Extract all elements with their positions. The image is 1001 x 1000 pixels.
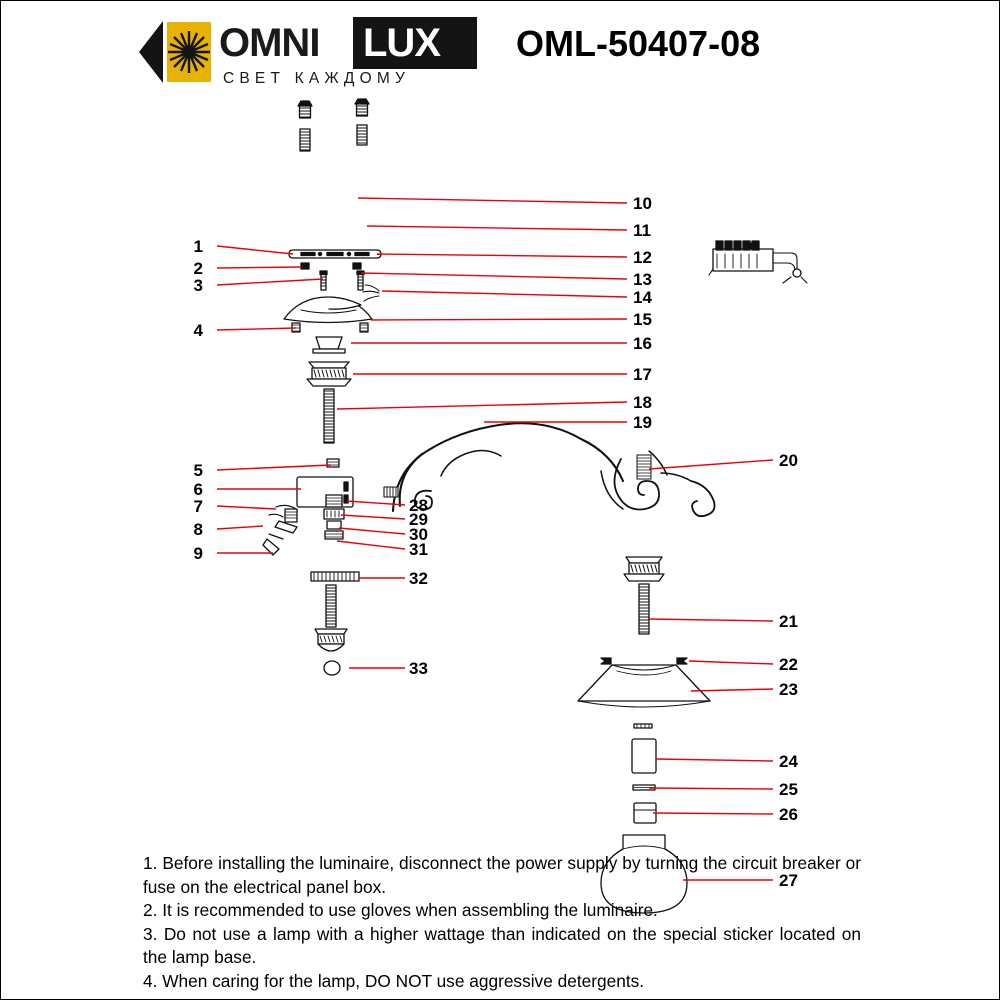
part-lower-finial (315, 629, 347, 651)
callout-number-7: 7 (193, 497, 203, 516)
callout-number-15: 15 (633, 310, 652, 329)
callout-leader-line (217, 526, 263, 529)
callout-number-3: 3 (193, 276, 203, 295)
callout-number-31: 31 (409, 540, 428, 559)
part-canopy (284, 297, 372, 323)
header (131, 11, 971, 91)
part-anchor-bolt-right (355, 99, 369, 145)
callout-leader-line (217, 279, 323, 285)
installation-notes (143, 852, 861, 993)
callout-leader-line (341, 515, 405, 519)
callout-leader-line (649, 788, 773, 789)
callout-leader-line (337, 541, 405, 549)
part-lamp-shade (578, 665, 710, 707)
callout-leader-line (656, 759, 773, 761)
callout-number-23: 23 (779, 680, 798, 699)
part-terminal-strip-detail (709, 241, 807, 283)
callout-number-4: 4 (193, 321, 203, 340)
part-washer-plate (311, 572, 359, 581)
part-anchor-bolt-left (298, 101, 312, 151)
callout-number-1: 1 (193, 237, 203, 256)
part-bottom-finial-ball (324, 661, 340, 675)
callout-leader-line (217, 267, 301, 268)
part-right-threaded-rod (639, 584, 649, 634)
part-hex-nuts-row (301, 263, 361, 269)
part-mounting-bracket (289, 250, 381, 258)
callout-number-33: 33 (409, 659, 428, 678)
part-pendant-screws (320, 271, 364, 290)
part-nut-5 (327, 459, 339, 467)
callout-number-26: 26 (779, 805, 798, 824)
callout-leader-line (217, 465, 331, 470)
callout-number-22: 22 (779, 655, 798, 674)
part-threaded-rod-upper (324, 389, 334, 443)
logo-lux-text: LUX (363, 21, 440, 65)
omnilux-sunburst-logo-icon (137, 19, 213, 85)
part-wire-bundle (363, 285, 379, 301)
callout-number-24: 24 (779, 752, 798, 771)
callout-leader-line (217, 506, 276, 509)
note-1: 1. Before installing the luminaire, disconnect the power supply by turning the circuit breaker or fuse on the electrical panel box. (143, 853, 861, 897)
callout-number-2: 2 (193, 259, 203, 278)
callout-number-27: 27 (779, 871, 798, 890)
part-collar (313, 337, 345, 353)
part-shade-clips (601, 658, 687, 664)
callout-number-32: 32 (409, 569, 428, 588)
callout-number-21: 21 (779, 612, 798, 631)
callout-number-18: 18 (633, 393, 652, 412)
callout-leader-line (649, 460, 773, 469)
callout-leader-line (689, 661, 773, 664)
callout-leader-line (367, 226, 627, 230)
brand-logo (131, 15, 471, 91)
callout-number-5: 5 (193, 461, 203, 480)
callout-layer (194, 194, 799, 890)
logo-omni-text: OMNI (219, 21, 320, 65)
callout-leader-line (361, 273, 627, 279)
part-socket-base (634, 803, 656, 823)
callout-leader-line (339, 528, 405, 534)
part-decorative-scroll-arm (393, 423, 715, 516)
part-socket-sleeve (632, 724, 656, 773)
callout-number-6: 6 (193, 480, 203, 499)
callout-leader-line (358, 198, 627, 203)
part-cable-connector (263, 505, 297, 555)
callout-leader-line (337, 402, 627, 409)
model-number: OML-50407-08 (516, 23, 761, 64)
callout-number-30: 30 (409, 525, 428, 544)
callout-number-9: 9 (193, 544, 203, 563)
note-3: 3. Do not use a lamp with a higher wattage than indicated on the special sticker located on the lamp base. (143, 923, 861, 967)
logo-tagline: СВЕТ КАЖДОМУ (223, 70, 411, 87)
callout-number-16: 16 (633, 334, 652, 353)
callout-number-19: 19 (633, 413, 652, 432)
callout-leader-line (217, 246, 293, 254)
callout-number-12: 12 (633, 248, 652, 267)
note-2: 2. It is recommended to use gloves when assembling the luminaire. (143, 900, 658, 920)
part-scroll-arm-wrap (637, 455, 651, 479)
part-right-decorative-cup (624, 557, 664, 581)
callout-leader-line (217, 328, 296, 330)
callout-number-28: 28 (409, 496, 428, 515)
part-inner-bracket-cluster (324, 495, 344, 539)
callout-leader-line (691, 689, 773, 691)
part-terminal-block (297, 477, 353, 507)
callout-leader-line (371, 319, 627, 320)
part-scroll-arm-socket (384, 487, 398, 497)
callout-leader-line (382, 291, 627, 297)
callout-leader-line (653, 813, 773, 814)
part-canopy-screws (292, 323, 368, 332)
callout-number-10: 10 (633, 194, 652, 213)
callout-leader-line (347, 501, 405, 505)
callout-number-25: 25 (779, 780, 798, 799)
note-4: 4. When caring for the lamp, DO NOT use aggressive detergents. (143, 970, 645, 991)
part-decorative-cup (307, 362, 351, 386)
callout-number-11: 11 (633, 221, 651, 240)
callout-leader-line (649, 619, 773, 621)
part-threaded-rod-lower (326, 585, 336, 627)
callout-number-13: 13 (633, 270, 652, 289)
callout-leader-line (377, 254, 627, 257)
callout-number-17: 17 (633, 365, 652, 384)
callout-number-14: 14 (633, 288, 652, 307)
callout-number-20: 20 (779, 451, 798, 470)
callout-number-8: 8 (193, 520, 203, 539)
callout-number-29: 29 (409, 510, 428, 529)
